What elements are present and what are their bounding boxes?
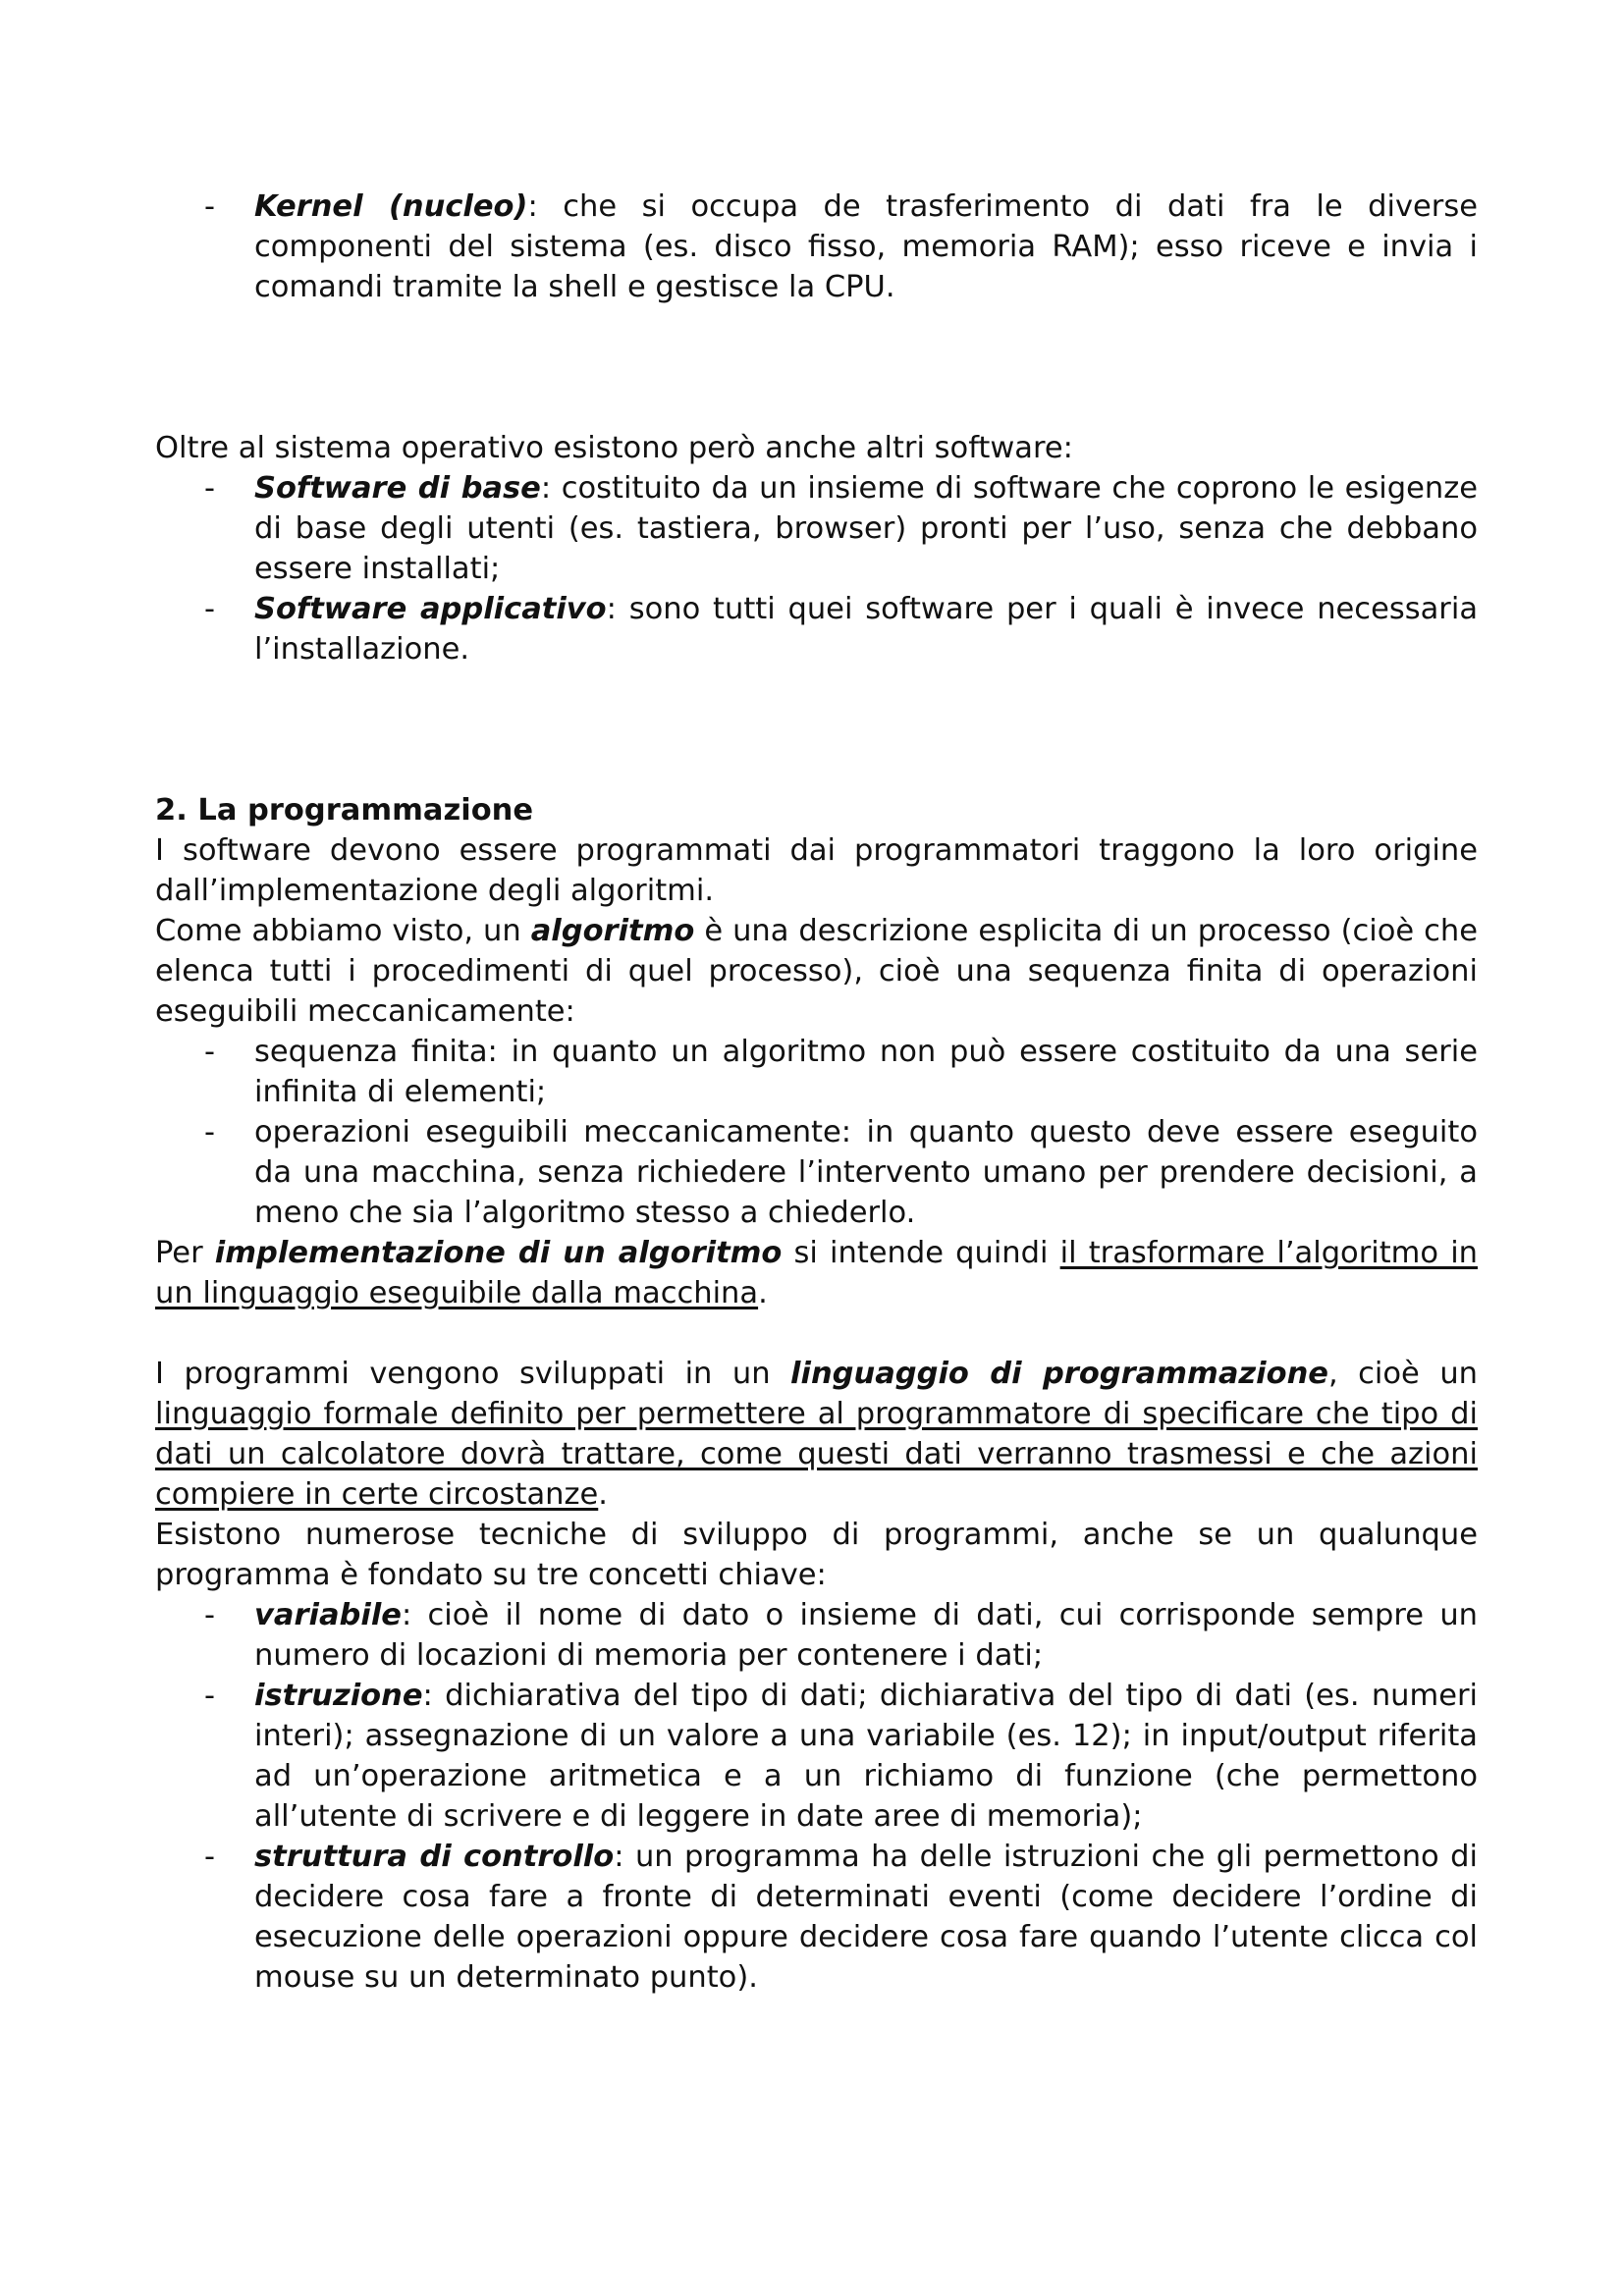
impl-pre: Per xyxy=(155,1236,215,1270)
implementation-paragraph xyxy=(155,1233,1478,1313)
language-paragraph xyxy=(155,1354,1478,1515)
section-heading: 2. La programmazione xyxy=(155,793,534,828)
bullet-dash: - xyxy=(204,471,216,506)
software-base-text: : costituito da un insieme di software che coprono le esigenze di base degli utenti (es. tastiera, browser) pronti per l’uso, senza che debbano essere installati; xyxy=(254,471,1478,586)
list-item-operazioni xyxy=(155,1112,1478,1233)
bullet-dash: - xyxy=(204,1598,216,1632)
struttura-text: : un programma ha delle istruzioni che gli permettono di decidere cosa fare a fronte di determinati eventi (come decidere l’ordine di esecuzione delle operazioni oppure decidere cosa fare quando l’utente clicca col mouse su un determinato punto). xyxy=(254,1840,1478,1995)
variabile-text: : cioè il nome di dato o insieme di dati, cui corrisponde sempre un numero di locazioni di memoria per contenere i dati; xyxy=(254,1598,1478,1673)
software-applicativo-text: : sono tutti quei software per i quali è invece necessaria l’installazione. xyxy=(254,592,1479,667)
term-software-applicativo: Software applicativo xyxy=(254,592,607,626)
document-page xyxy=(155,187,1478,1998)
list-item-variabile xyxy=(155,1595,1478,1676)
list-item-istruzione xyxy=(155,1676,1478,1837)
algo-post: è una descrizione esplicita di un processo (cioè che elenca tutti i procedimenti di quel processo), cioè una sequenza finita di operazioni eseguibili meccanicamente: xyxy=(155,914,1478,1029)
istruzione-text: : dichiarativa del tipo di dati; dichiarativa del tipo di dati (es. numeri interi); assegnazione di un valore a una variabile (es. 12); in input/output riferita ad un’operazione aritmetica e a un richiamo di funzione (che permettono all’utente di scrivere e di leggere in date aree di memoria); xyxy=(254,1679,1478,1834)
lang-underlined: linguaggio formale definito per permettere al programmatore di specificare che tipo di dati un calcolatore dovrà trattare, come questi dati verranno trasmessi e che azioni compiere in certe circostanze xyxy=(155,1397,1478,1512)
list-item-software-applicativo xyxy=(155,589,1478,669)
operazioni-text: operazioni eseguibili meccanicamente: in quanto questo deve essere eseguito da una macchina, senza richiedere l’intervento umano per prendere decisioni, a meno che sia l’algoritmo stesso a chiederlo. xyxy=(254,1115,1478,1230)
lang-pre: I programmi vengono sviluppati in un xyxy=(155,1357,791,1391)
term-algoritmo: algoritmo xyxy=(530,914,695,948)
impl-post: . xyxy=(758,1276,768,1310)
sequenza-text: sequenza finita: in quanto un algoritmo non può essere costituito da una serie infinita di elementi; xyxy=(254,1035,1478,1109)
term-kernel: Kernel (nucleo) xyxy=(254,189,528,224)
term-struttura: struttura di controllo xyxy=(254,1840,615,1874)
bullet-dash: - xyxy=(204,1115,216,1149)
lang-mid: , cioè un xyxy=(1327,1357,1478,1391)
lang-post: . xyxy=(598,1477,608,1512)
concepts-list xyxy=(155,1595,1478,1998)
bullet-dash: - xyxy=(204,1035,216,1069)
bullet-dash: - xyxy=(204,1679,216,1713)
list-item-struttura xyxy=(155,1837,1478,1998)
software-intro: Oltre al sistema operativo esistono però anche altri software: xyxy=(155,431,1073,465)
kernel-text: : che si occupa de trasferimento di dati fra le diverse componenti del sistema (es. disco fisso, memoria RAM); esso riceve e invia i comandi tramite la shell e gestisce la CPU. xyxy=(254,189,1478,304)
algorithm-paragraph xyxy=(155,911,1478,1032)
term-istruzione: istruzione xyxy=(254,1679,423,1713)
algorithm-list xyxy=(155,1032,1478,1233)
list-item-sequenza xyxy=(155,1032,1478,1112)
impl-mid: si intende quindi xyxy=(782,1236,1060,1270)
bullet-dash: - xyxy=(204,189,216,224)
algo-pre: Come abbiamo visto, un xyxy=(155,914,531,948)
bullet-dash: - xyxy=(204,1840,216,1874)
impl-underlined: il trasformare l’algoritmo in un linguaggio eseguibile dalla macchina xyxy=(155,1236,1478,1310)
software-list xyxy=(155,468,1478,669)
section-intro: I software devono essere programmati dai programmatori traggono la loro origine dall’implementazione degli algoritmi. xyxy=(155,833,1478,908)
bullet-dash: - xyxy=(204,592,216,626)
list-item-software-base xyxy=(155,468,1478,589)
list-item-kernel xyxy=(155,187,1478,307)
kernel-list xyxy=(155,187,1478,307)
term-linguaggio: linguaggio di programmazione xyxy=(790,1357,1328,1391)
term-software-base: Software di base xyxy=(254,471,541,506)
term-implementazione: implementazione di un algoritmo xyxy=(214,1236,783,1270)
term-variabile: variabile xyxy=(254,1598,402,1632)
concepts-intro: Esistono numerose tecniche di sviluppo di programmi, anche se un qualunque programma è fondato su tre concetti chiave: xyxy=(155,1518,1478,1592)
